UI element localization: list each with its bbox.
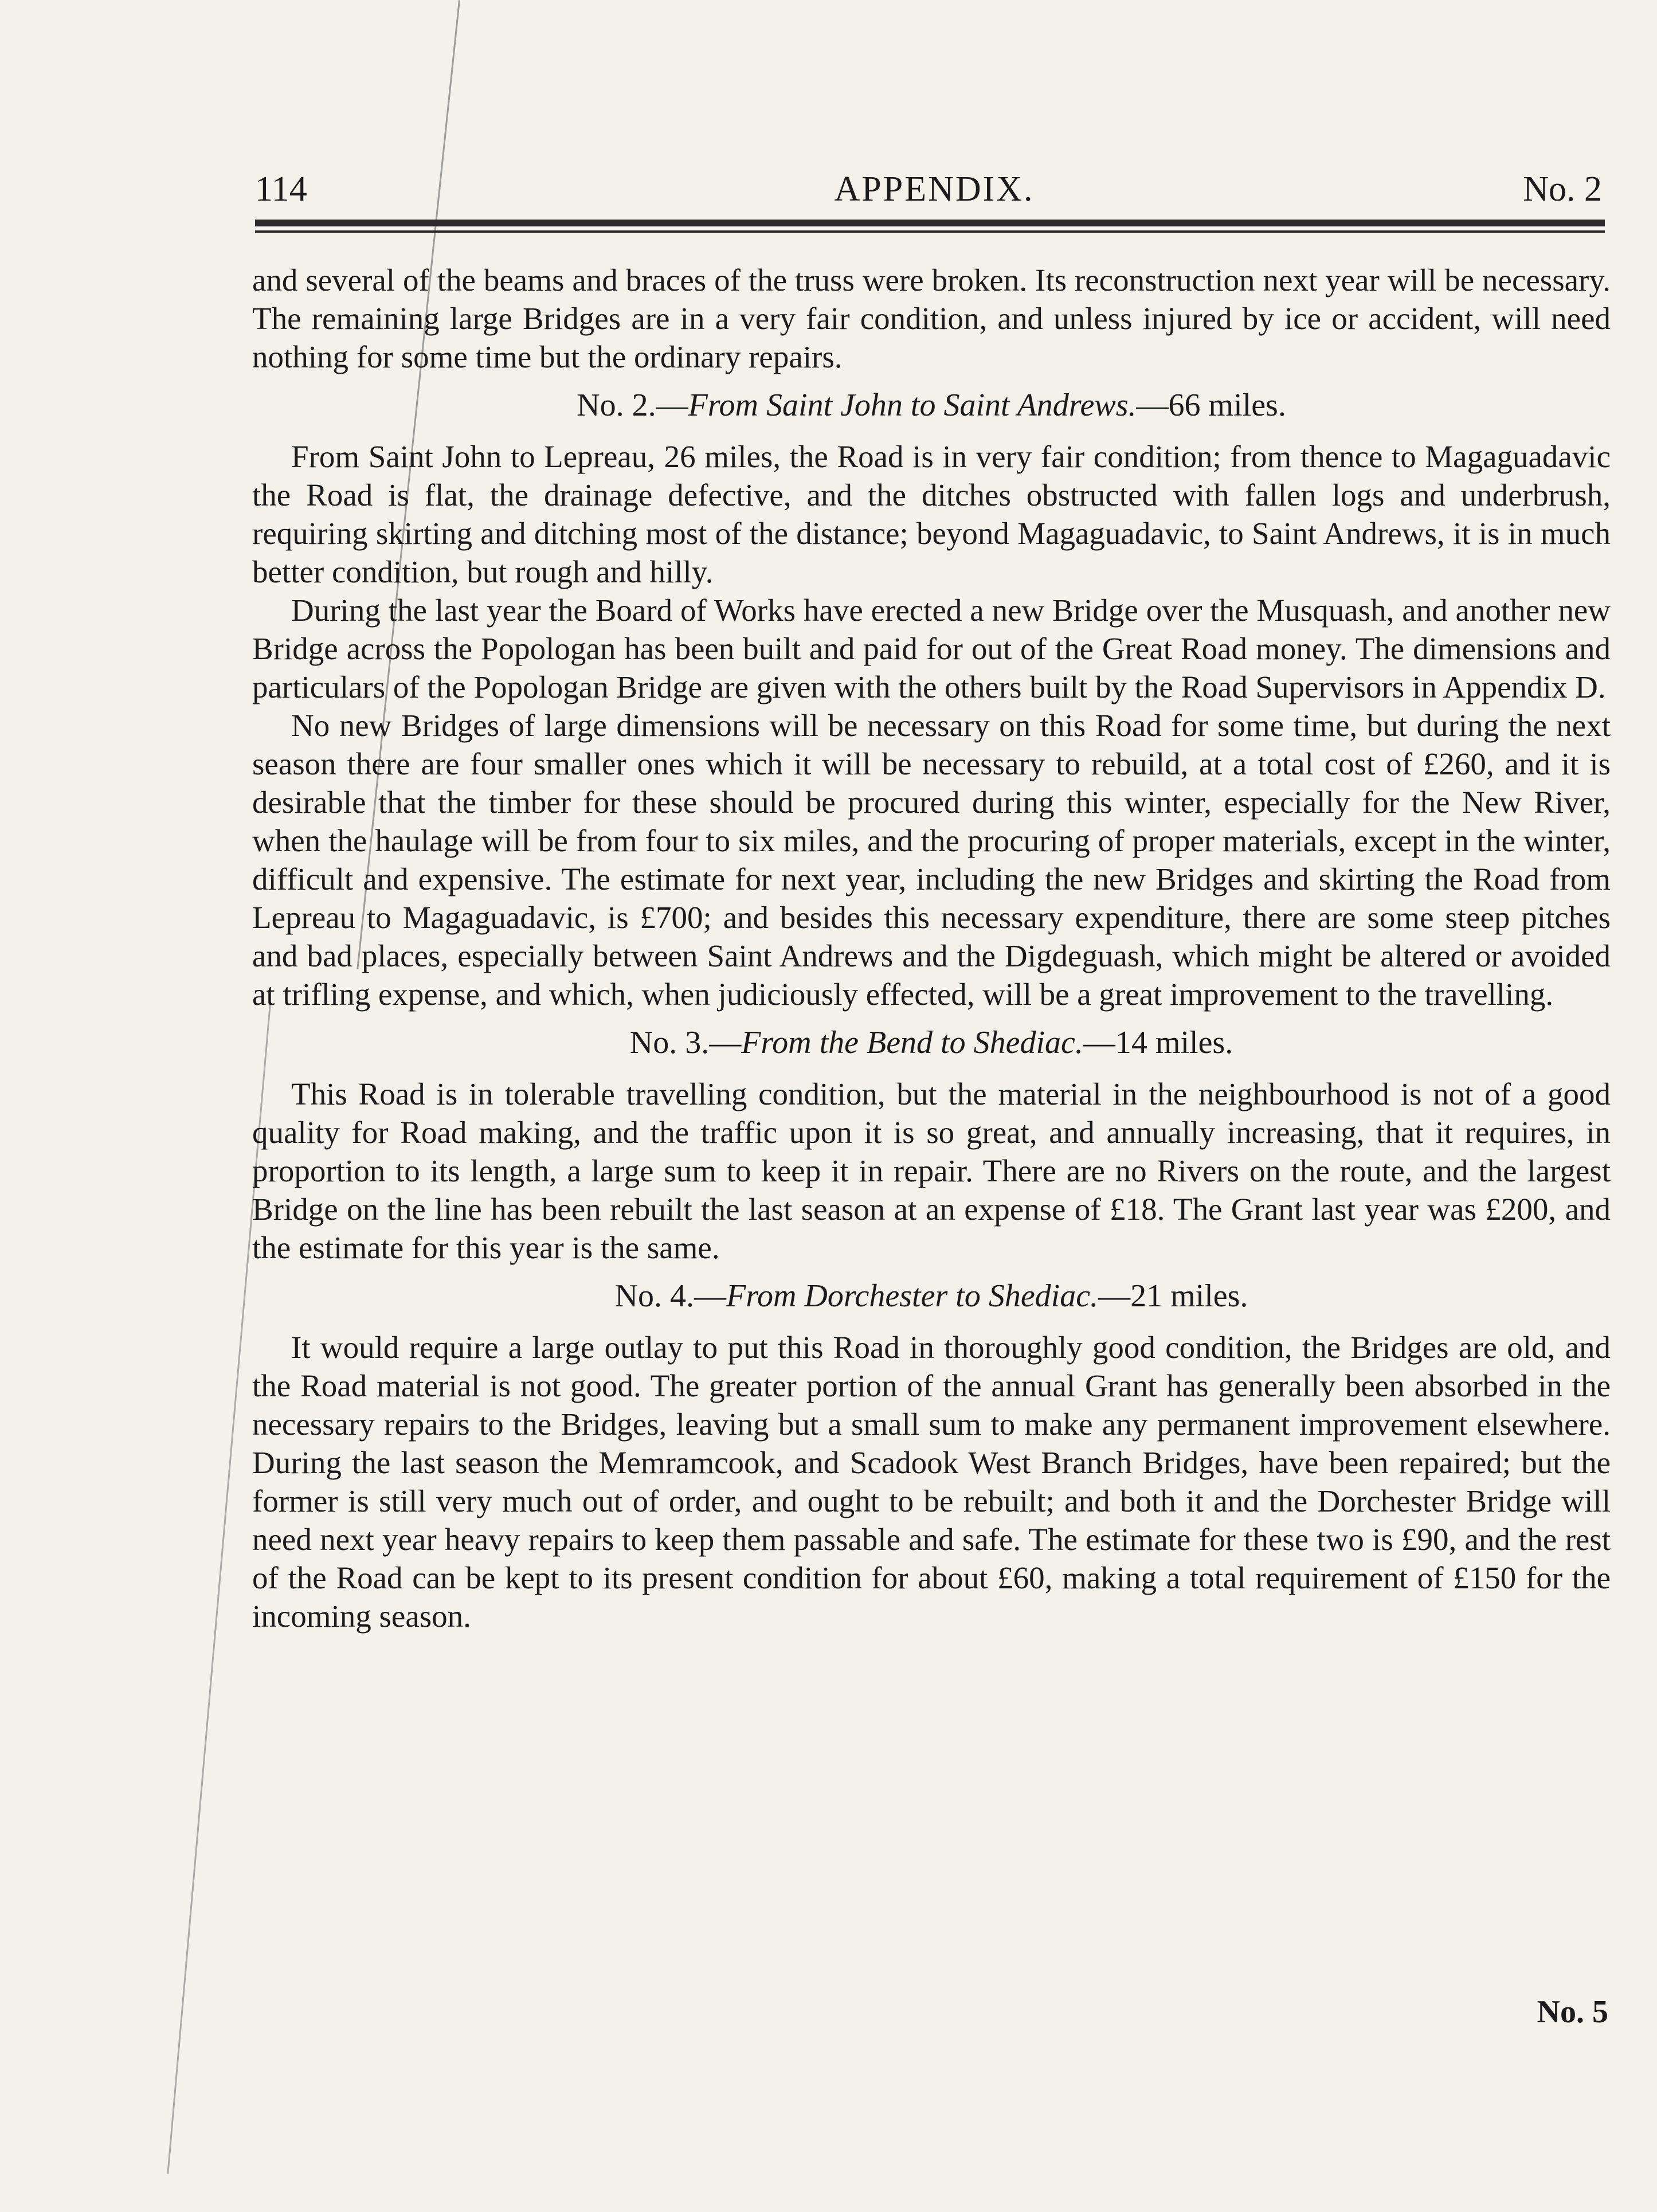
running-head <box>255 163 1613 215</box>
section-miles: —21 miles. <box>1098 1278 1248 1314</box>
section-heading-no2 <box>252 376 1611 437</box>
page-number: 114 <box>255 170 307 209</box>
section-miles: —66 miles. <box>1136 387 1286 423</box>
header-rule-thin <box>255 230 1605 233</box>
paragraph-continued: and several of the beams and braces of the truss were broken. Its reconstruction next year will be necessary. The remaining large Bridges are in a very fair condition, and unless injured by ice or accident, will need nothing for some time but the ordinary repairs. <box>252 263 1611 374</box>
running-section-number: No. 2 <box>1523 170 1602 209</box>
section-number: No. 3.— <box>629 1025 742 1060</box>
paragraph: No new Bridges of large dimensions will be necessary on this Road for some time, but during the next season there are four smaller ones which it will be necessary to rebuild, at a total cost of £260, and it is desirable that the timber for these should be procured during this winter, especially for the New River, when the haulage will be from four to six miles, and the procuring of proper materials, except in the winter, difficult and expensive. The estimate for next year, including the new Bridges and skirting the Road from Lepreau to Magaguadavic, is £700; and besides this necessary expenditure, there are some steep pitches and bad places, especially between Saint Andrews and the Digdeguash, which might be altered or avoided at trifling expense, and which, when judiciously effected, will be a great improvement to the travelling. <box>252 708 1611 1012</box>
section-number: No. 2.— <box>577 387 688 423</box>
section-number: No. 4.— <box>614 1278 727 1314</box>
section-heading-no4 <box>252 1267 1611 1328</box>
header-rule-thick <box>255 220 1605 226</box>
paragraph: From Saint John to Lepreau, 26 miles, the Road is in very fair condition; from thence to Magaguadavic the Road is flat, the drainage defective, and the ditches obstructed with fallen logs and underbrush, requiring skirting and ditching most of the distance; beyond Magaguadavic, to Saint Andrews, it is in much better condition, but rough and hilly. <box>252 439 1611 589</box>
section-heading-no3 <box>252 1013 1611 1075</box>
section-title: From Dorchester to Shediac. <box>726 1278 1099 1314</box>
section-title: From Saint John to Saint Andrews. <box>688 387 1137 423</box>
paragraph: It would require a large outlay to put this Road in thoroughly good condition, the Bridges are old, and the Road material is not good. The greater portion of the annual Grant has generally been absorbed in the necessary repairs to the Bridges, leaving but a small sum to make any permanent improvement elsewhere. During the last season the Memramcook, and Scadook West Branch Bridges, have been repaired; but the former is still very much out of order, and ought to be rebuilt; and both it and the Dorchester Bridge will need next year heavy repairs to keep them passable and safe. The estimate for these two is £90, and the rest of the Road can be kept to its present condition for about £60, making a total requirement of £150 for the incoming season. <box>252 1330 1611 1634</box>
paragraph: During the last year the Board of Works have erected a new Bridge over the Musquash, and another new Bridge across the Popologan has been built and paid for out of the Great Road money. The dimensions and particulars of the Popologan Bridge are given with the others built by the Road Supervisors in Appendix D. <box>252 593 1611 704</box>
body-text <box>252 261 1611 1635</box>
section-title: From the Bend to Shediac. <box>741 1025 1083 1060</box>
paragraph: This Road is in tolerable travelling condition, but the material in the neighbourhood is not of a good quality for Road making, and the traffic upon it is so great, and annually increasing, that it requires, in proportion to its length, a large sum to keep it in repair. There are no Rivers on the route, and the largest Bridge on the line has been rebuilt the last season at an expense of £18. The Grant last year was £200, and the estimate for this year is the same. <box>252 1076 1611 1265</box>
catchword: No. 5 <box>1537 1994 1608 2030</box>
running-title: APPENDIX. <box>834 170 1035 209</box>
section-miles: —14 miles. <box>1083 1025 1233 1060</box>
